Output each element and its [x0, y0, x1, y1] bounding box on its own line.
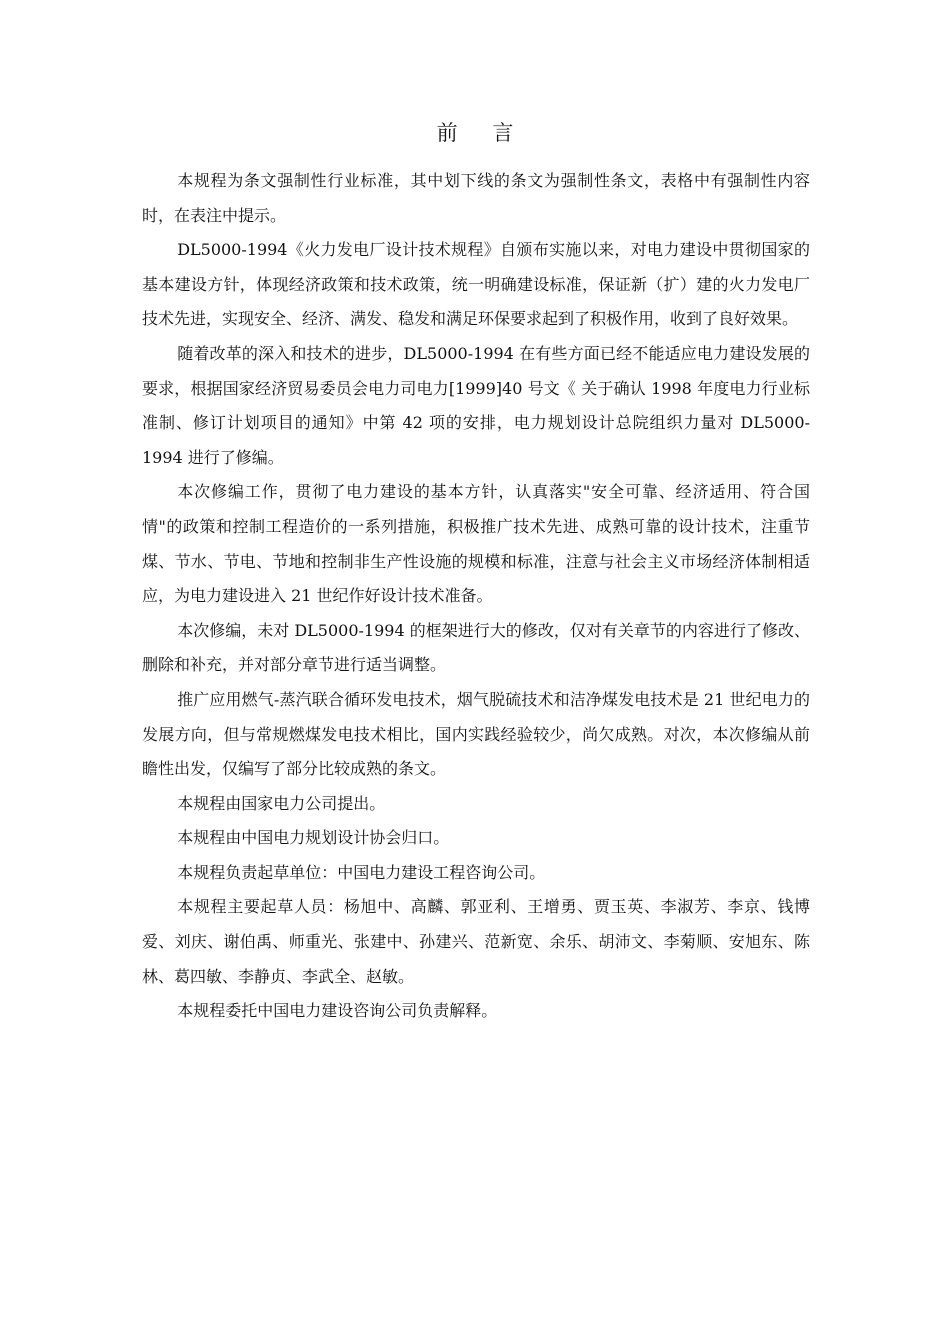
- document-body: [142, 164, 810, 1029]
- paragraph-revision-principles: 本次修编工作，贯彻了电力建设的基本方针，认真落实"安全可靠、经济适用、符合国情"的政策和控制工程造价的一系列措施，积极推广技术先进、成熟可靠的设计技术，注重节煤、节水、节电、节地和控制非生产性设施的规模和标准，注意与社会主义市场经济体制相适应，为电力建设进入 21 世纪作好设计技术准备。: [142, 482, 810, 606]
- paragraph-history: DL5000-1994《火力发电厂设计技术规程》自颁布实施以来，对电力建设中贯彻国家的基本建设方针，体现经济政策和技术政策，统一明确建设标准，保证新（扩）建的火力发电厂技术先进，实现安全、经济、满发、稳发和满足环保要求起到了积极作用，收到了良好效果。: [142, 240, 810, 329]
- paragraph-drafting-unit: 本规程负责起草单位：中国电力建设工程咨询公司。: [177, 862, 546, 882]
- paragraph-mandatory-standard: 本规程为条文强制性行业标准，其中划下线的条文为强制性条文，表格中有强制性内容时，在表注中提示。: [142, 171, 810, 225]
- paragraph-proposer: 本规程由国家电力公司提出。: [177, 793, 386, 813]
- paragraph-administrator: 本规程由中国电力规划设计协会归口。: [177, 828, 450, 848]
- paragraph-new-technology: 推广应用燃气-蒸汽联合循环发电技术，烟气脱硫技术和洁净煤发电技术是 21 世纪电力的发展方向，但与常规燃煤发电技术相比，国内实践经验较少，尚欠成熟。对次，本次修编从前瞻性出发，仅编写了部分比较成熟的条文。: [142, 689, 810, 779]
- paragraph-revision-reason: 随着改革的深入和技术的进步，DL5000-1994 在有些方面已经不能适应电力建设发展的要求，根据国家经济贸易委员会电力司电力[1999]40 号文《 关于确认 1998 年度电力行业标准制、修订计划项目的通知》中第 42 项的安排，电力规划设计总院组织力量对 DL5000-1994 进行了修编。: [142, 343, 810, 467]
- paragraph-interpretation: 本规程委托中国电力建设咨询公司负责解释。: [177, 1001, 498, 1021]
- paragraph-revision-scope: 本次修编，未对 DL5000-1994 的框架进行大的修改，仅对有关章节的内容进行了修改、删除和补充，并对部分章节进行适当调整。: [142, 620, 810, 675]
- page-title: 前 言: [436, 121, 528, 145]
- paragraph-drafters: 本规程主要起草人员：杨旭中、高麟、郭亚利、王增勇、贾玉英、李淑芳、李京、钱博爱、刘庆、谢伯禹、师重光、张建中、孙建兴、范新宽、余乐、胡沛文、李菊顺、安旭东、陈林、葛四敏、李静贞、李武全、赵敏。: [142, 897, 810, 986]
